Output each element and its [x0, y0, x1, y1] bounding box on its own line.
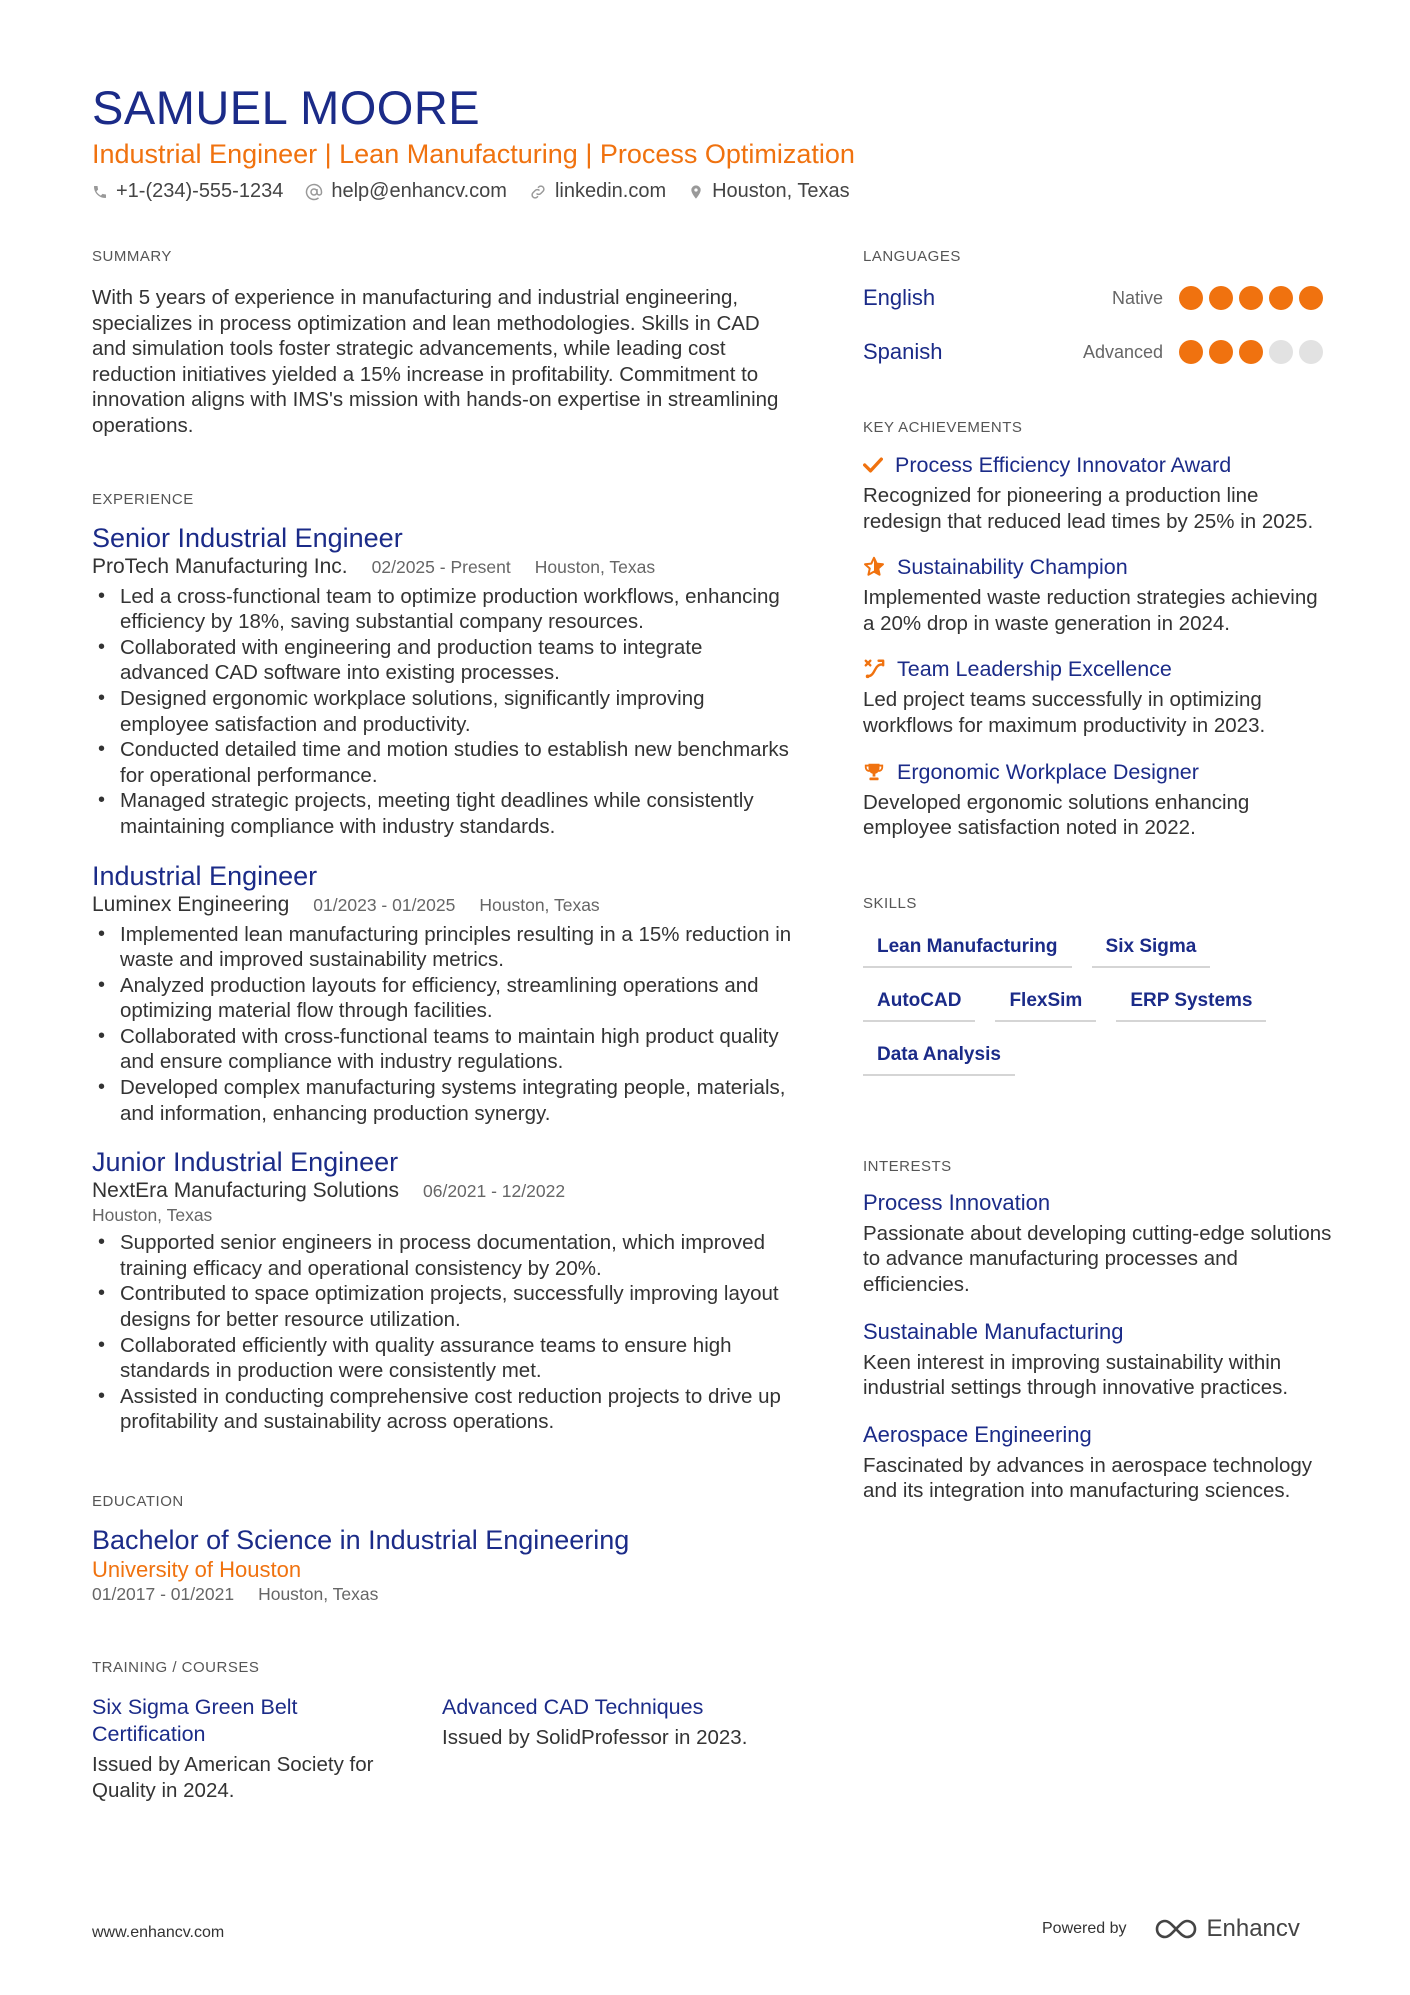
footer-branding: [1042, 1915, 1300, 1943]
bullet-item: • Assisted in conducting comprehensive cost reduction projects to drive up profitability and sustainability across operations.: [92, 1384, 792, 1435]
contact-phone[interactable]: [92, 180, 283, 203]
language-row: [863, 271, 1333, 325]
course-desc: Issued by American Society for Quality in 2024.: [92, 1753, 374, 1802]
achievement-item: [863, 757, 1333, 841]
education-meta: [92, 1584, 792, 1605]
job-meta: [92, 1178, 792, 1204]
proficiency-dot-filled: [1179, 286, 1203, 310]
education-heading: EDUCATION: [92, 1493, 184, 1510]
contact-location: [688, 180, 850, 203]
location-pin-icon: [688, 183, 704, 201]
language-name: English: [863, 285, 936, 310]
achievement-header: [863, 552, 1333, 582]
job-dates: 06/2021 - 12/2022: [423, 1181, 566, 1202]
phone-text: +1-(234)-555-1234: [116, 180, 284, 202]
achievement-item: [863, 552, 1333, 636]
proficiency-dot-filled: [1179, 340, 1203, 364]
language-level: Native: [1111, 287, 1163, 308]
skill-tag: Six Sigma: [1092, 930, 1211, 968]
skill-tag: ERP Systems: [1116, 984, 1266, 1022]
interest-item: [863, 1318, 1333, 1401]
phone-icon: [92, 184, 108, 200]
job-meta: [92, 554, 792, 580]
interest-title: Aerospace Engineering: [863, 1421, 1092, 1447]
language-name: Spanish: [863, 339, 943, 364]
languages-list: [863, 271, 1333, 379]
footer-website[interactable]: www.enhancv.com: [92, 1924, 225, 1941]
bullet-item: • Collaborated efficiently with quality assurance teams to ensure high standards in production were consistently met.: [92, 1333, 792, 1384]
bullet-item: • Designed ergonomic workplace solutions, significantly improving employee satisfaction and productivity.: [92, 686, 792, 737]
skill-tag: FlexSim: [995, 984, 1096, 1022]
skill-tag: Data Analysis: [863, 1038, 1015, 1076]
bullet-item: • Conducted detailed time and motion studies to establish new benchmarks for operational performance.: [92, 737, 792, 788]
email-text: help@enhancv.com: [331, 180, 507, 202]
bullet-item: • Implemented lean manufacturing principles resulting in a 15% reduction in waste and improved sustainability metrics.: [92, 922, 792, 973]
left-column: [92, 248, 792, 1804]
company-name: NextEra Manufacturing Solutions: [92, 1179, 399, 1203]
job-bullets: [92, 584, 792, 840]
location-text: Houston, Texas: [712, 180, 850, 202]
proficiency-dots: [1173, 286, 1323, 310]
course-desc: Issued by SolidProfessor in 2023.: [442, 1726, 748, 1749]
language-row: [863, 325, 1333, 379]
job-location: Houston, Texas: [534, 556, 656, 577]
achievement-title: Ergonomic Workplace Designer: [897, 759, 1199, 784]
education-location: Houston, Texas: [258, 1584, 379, 1604]
interest-title: Sustainable Manufacturing: [863, 1318, 1124, 1344]
job-location: Houston, Texas: [479, 894, 600, 915]
bullet-item: • Analyzed production layouts for efficiency, streamlining operations and optimizing material flow through facilities.: [92, 973, 792, 1024]
job-entry: [92, 860, 792, 1127]
language-level: Advanced: [1082, 341, 1163, 362]
interest-item: [863, 1421, 1333, 1504]
checkmark-icon: [863, 456, 883, 474]
experience-heading: EXPERIENCE: [92, 490, 194, 508]
skills-heading: SKILLS: [863, 894, 917, 912]
proficiency-dot-filled: [1239, 340, 1263, 364]
proficiency-dot-filled: [1239, 286, 1263, 310]
job-title: Junior Industrial Engineer: [92, 1147, 399, 1178]
company-name: Luminex Engineering: [92, 892, 290, 916]
proficiency-dot-filled: [1299, 286, 1323, 310]
bullet-item: • Collaborated with engineering and production teams to integrate advanced CAD software into existing processes.: [92, 635, 792, 686]
job-bullets: [92, 922, 792, 1127]
skills-list: [863, 930, 1323, 1092]
achievement-item: [863, 654, 1333, 738]
summary-text: With 5 years of experience in manufacturing and industrial engineering, specializes in process optimization and lean methodologies. Skills in CAD and simulation tools foster strategic advancements, while leading cost reduction initiatives yielded a 15% increase in profitability. Commitment to innovation aligns with IMS's mission with hands-on expertise in streamlining operations.: [92, 286, 779, 437]
job-dates: 01/2023 - 01/2025: [313, 894, 456, 915]
interest-desc: Fascinated by advances in aerospace technology and its integration into manufacturing sciences.: [863, 1453, 1313, 1503]
achievement-desc: Developed ergonomic solutions enhancing employee satisfaction noted in 2022.: [863, 790, 1250, 840]
achievement-desc: Recognized for pioneering a production line redesign that reduced lead times by 25% in 2025.: [863, 484, 1314, 533]
brand-logo[interactable]: [1153, 1915, 1300, 1943]
company-name: ProTech Manufacturing Inc.: [92, 554, 348, 578]
right-column: [863, 248, 1333, 1504]
enhancv-logo-icon: [1153, 1916, 1199, 1942]
link-icon: [529, 183, 547, 201]
achievements-heading: KEY ACHIEVEMENTS: [863, 419, 1023, 436]
job-entry: [92, 522, 792, 840]
candidate-name: SAMUEL MOORE: [92, 81, 481, 134]
skill-tag: Lean Manufacturing: [863, 930, 1072, 968]
contact-email[interactable]: [305, 180, 507, 203]
proficiency-dot-filled: [1209, 286, 1233, 310]
courses-list: [92, 1694, 792, 1804]
job-location: Houston, Texas: [92, 1205, 213, 1226]
contact-bar: [92, 180, 872, 203]
training-heading: TRAINING / COURSES: [92, 1659, 260, 1676]
proficiency-dot-filled: [1209, 340, 1233, 364]
bullet-item: • Managed strategic projects, meeting tight deadlines while consistently maintaining compliance with industry standards.: [92, 788, 792, 839]
trophy-icon: [863, 761, 885, 783]
brand-name: Enhancv: [1206, 1915, 1300, 1942]
achievement-title: Process Efficiency Innovator Award: [895, 453, 1232, 477]
education-entry: [92, 1524, 792, 1605]
proficiency-dot-filled: [1269, 286, 1293, 310]
interest-desc: Keen interest in improving sustainability within industrial settings through innovative practices.: [863, 1350, 1289, 1400]
achievement-desc: Implemented waste reduction strategies achieving a 20% drop in waste generation in 2024.: [863, 586, 1318, 635]
headline: Industrial Engineer | Lean Manufacturing | Process Optimization: [92, 139, 855, 169]
proficiency-dot-empty: [1269, 340, 1293, 364]
interest-item: [863, 1189, 1333, 1298]
achievement-title: Team Leadership Excellence: [897, 657, 1172, 682]
interest-title: Process Innovation: [863, 1189, 1051, 1215]
job-title: Industrial Engineer: [92, 860, 318, 891]
course-item: [442, 1694, 792, 1804]
achievement-desc: Led project teams successfully in optimizing workflows for maximum productivity in 2023.: [863, 688, 1266, 737]
achievement-header: [863, 757, 1333, 787]
course-item: [92, 1694, 442, 1804]
job-meta: [92, 892, 792, 918]
star-icon: [863, 556, 885, 578]
education-dates: 01/2017 - 01/2021: [92, 1584, 235, 1604]
contact-linkedin[interactable]: [529, 180, 666, 203]
achievement-header: [863, 654, 1333, 684]
job-title: Senior Industrial Engineer: [92, 522, 403, 553]
bullet-item: • Led a cross-functional team to optimize production workflows, enhancing efficiency by 18%, saving substantial company resources.: [92, 584, 792, 635]
at-icon: [305, 183, 323, 201]
bullet-item: • Collaborated with cross-functional teams to maintain high product quality and ensure compliance with industry regulations.: [92, 1024, 792, 1075]
interests-heading: INTERESTS: [863, 1157, 952, 1175]
languages-heading: LANGUAGES: [863, 248, 961, 265]
summary-heading: SUMMARY: [92, 248, 172, 265]
proficiency-dots: [1173, 340, 1323, 364]
achievement-header: [863, 450, 1333, 480]
course-title: Six Sigma Green Belt Certification: [92, 1695, 298, 1746]
proficiency-dot-empty: [1299, 340, 1323, 364]
skill-tag: AutoCAD: [863, 984, 975, 1022]
course-title: Advanced CAD Techniques: [442, 1695, 704, 1719]
achievement-item: [863, 450, 1333, 534]
bullet-item: • Contributed to space optimization projects, successfully improving layout designs for better resource utilization.: [92, 1281, 792, 1332]
interest-desc: Passionate about developing cutting-edge solutions to advance manufacturing processes and efficiencies.: [863, 1221, 1332, 1296]
job-dates: 02/2025 - Present: [371, 556, 511, 577]
achievement-title: Sustainability Champion: [897, 555, 1128, 580]
job-bullets: [92, 1230, 792, 1435]
powered-by-label: Powered by: [1042, 1920, 1127, 1937]
strategy-icon: [863, 658, 885, 680]
job-entry: [92, 1146, 792, 1435]
degree: Bachelor of Science in Industrial Engineering: [92, 1525, 630, 1555]
bullet-item: • Supported senior engineers in process documentation, which improved training efficacy and operational consistency by 20%.: [92, 1230, 792, 1281]
bullet-item: • Developed complex manufacturing systems integrating people, materials, and information, enhancing production synergy.: [92, 1075, 792, 1126]
linkedin-text: linkedin.com: [554, 180, 667, 202]
school: University of Houston: [92, 1557, 302, 1582]
